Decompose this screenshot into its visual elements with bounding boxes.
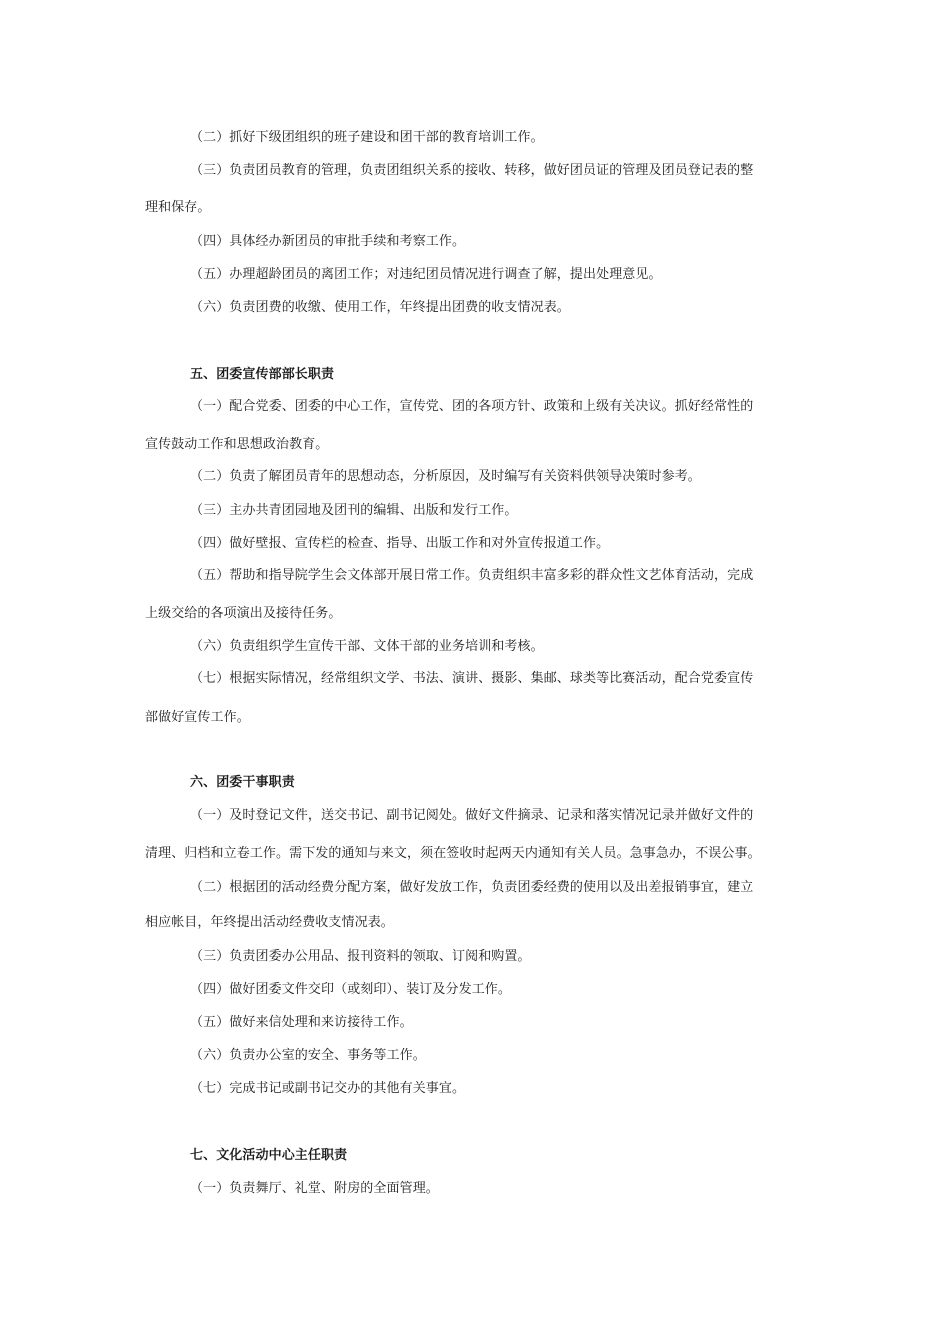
paragraph-line: （一）配合党委、团委的中心工作，宣传党、团的各项方针、政策和上级有关决议。抓好经常性的 bbox=[190, 399, 754, 414]
paragraph-line: （七）完成书记或副书记交办的其他有关事宜。 bbox=[190, 1081, 466, 1096]
paragraph-line: （四）具体经办新团员的审批手续和考察工作。 bbox=[190, 234, 466, 249]
paragraph-line: （四）做好壁报、宣传栏的检查、指导、出版工作和对外宣传报道工作。 bbox=[190, 536, 610, 551]
section-heading: 五、团委宣传部部长职责 bbox=[190, 367, 335, 382]
paragraph-line: 部做好宣传工作。 bbox=[145, 710, 250, 725]
paragraph-line: （六）负责团费的收缴、使用工作，年终提出团费的收支情况表。 bbox=[190, 300, 570, 315]
paragraph-line: 宣传鼓动工作和思想政治教育。 bbox=[145, 437, 329, 452]
paragraph-line: （五）办理超龄团员的离团工作；对违纪团员情况进行调查了解，提出处理意见。 bbox=[190, 267, 662, 282]
paragraph-line: （五）帮助和指导院学生会文体部开展日常工作。负责组织丰富多彩的群众性文艺体育活动，完成 bbox=[190, 568, 754, 583]
paragraph-line: （三）负责团员教育的管理，负责团组织关系的接收、转移，做好团员证的管理及团员登记表的整 bbox=[190, 163, 754, 178]
paragraph-line: （一）负责舞厅、礼堂、附房的全面管理。 bbox=[190, 1181, 439, 1196]
paragraph-line: （六）负责办公室的安全、事务等工作。 bbox=[190, 1048, 426, 1063]
section-heading: 七、文化活动中心主任职责 bbox=[190, 1148, 348, 1163]
paragraph-line: （五）做好来信处理和来访接待工作。 bbox=[190, 1015, 413, 1030]
paragraph-line: （二）负责了解团员青年的思想动态，分析原因，及时编写有关资料供领导决策时参考。 bbox=[190, 469, 701, 484]
paragraph-line: （六）负责组织学生宣传干部、文体干部的业务培训和考核。 bbox=[190, 639, 544, 654]
paragraph-line: 上级交给的各项演出及接待任务。 bbox=[145, 606, 342, 621]
paragraph-line: （四）做好团委文件交印（或刻印）、装订及分发工作。 bbox=[190, 982, 512, 997]
paragraph-line: （二）根据团的活动经费分配方案，做好发放工作，负责团委经费的使用以及出差报销事宜，建立 bbox=[190, 880, 754, 895]
paragraph-line: （三）主办共青团园地及团刊的编辑、出版和发行工作。 bbox=[190, 503, 518, 518]
paragraph-line: 理和保存。 bbox=[145, 200, 211, 215]
paragraph-line: （七）根据实际情况，经常组织文学、书法、演讲、摄影、集邮、球类等比赛活动，配合党委宣传 bbox=[190, 671, 754, 686]
paragraph-line: （一）及时登记文件，送交书记、副书记阅处。做好文件摘录、记录和落实情况记录并做好文件的 bbox=[190, 808, 754, 823]
paragraph-line: （二）抓好下级团组织的班子建设和团干部的教育培训工作。 bbox=[190, 130, 544, 145]
section-heading: 六、团委干事职责 bbox=[190, 775, 295, 790]
paragraph-line: 相应帐目，年终提出活动经费收支情况表。 bbox=[145, 915, 394, 930]
paragraph-line: （三）负责团委办公用品、报刊资料的领取、订阅和购置。 bbox=[190, 949, 531, 964]
paragraph-line: 清理、归档和立卷工作。需下发的通知与来文，须在签收时起两天内通知有关人员。急事急办，不误公事。 bbox=[145, 846, 761, 861]
